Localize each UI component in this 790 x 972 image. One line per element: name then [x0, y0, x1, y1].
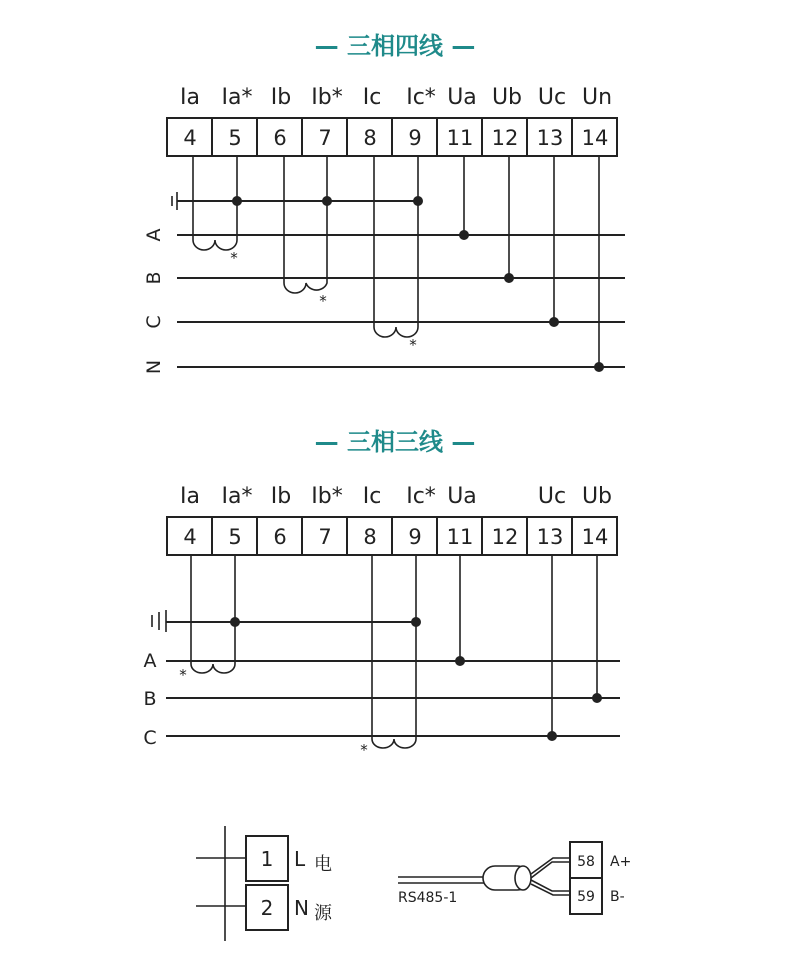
terminal-number: 13 — [536, 126, 564, 150]
diagram-title-3wire: — 三相三线 — — [314, 428, 476, 456]
terminal-number: 13 — [536, 525, 564, 549]
power-label-l: L — [294, 847, 306, 871]
junction-dot — [232, 196, 242, 206]
phase-label-c: C — [143, 315, 165, 329]
junction-dot — [504, 273, 514, 283]
header-ib: Ib — [270, 484, 292, 509]
diagram-title-4wire: — 三相四线 — — [314, 32, 476, 60]
header-ia: Ia — [180, 484, 200, 509]
header-ib: Ib — [270, 85, 292, 110]
terminal-number: 5 — [228, 525, 242, 549]
rs485-signal-b: B- — [610, 889, 625, 905]
terminal-number: 9 — [408, 126, 422, 150]
header-uc: Uc — [537, 85, 567, 110]
ct-a-winding — [191, 555, 235, 673]
terminal-number: 12 — [491, 126, 519, 150]
header-ua: Ua — [447, 85, 477, 110]
header-ib-star: Ib* — [311, 85, 343, 110]
terminal-number: 11 — [446, 525, 474, 549]
power-caption-char-2: 源 — [314, 903, 332, 924]
header-ic-star: Ic* — [406, 484, 436, 509]
terminal-number: 6 — [273, 126, 287, 150]
power-terminal-number: 1 — [260, 847, 274, 871]
terminal-number: 5 — [228, 126, 242, 150]
ground-icon — [172, 192, 177, 210]
power-label-n: N — [294, 896, 309, 920]
junction-dot — [411, 617, 421, 627]
phase-label-b: B — [143, 271, 165, 285]
rs485-wire-b — [531, 880, 570, 891]
power-supply-terminals — [196, 826, 333, 941]
junction-dot — [455, 656, 465, 666]
phase-label-b: B — [143, 688, 157, 710]
phase-label-c: C — [143, 727, 157, 749]
header-ub: Ub — [581, 484, 613, 509]
ct-c-winding — [374, 156, 418, 337]
rs485-label: RS485-1 — [398, 890, 458, 906]
three-phase-four-wire-diagram — [143, 32, 625, 374]
rs485-terminal-number: 58 — [577, 854, 595, 870]
ct-a-polarity-mark: * — [179, 666, 187, 684]
junction-dot — [549, 317, 559, 327]
header-ia-star: Ia* — [221, 85, 253, 110]
ct-b-winding — [284, 156, 327, 293]
power-terminal-number: 2 — [260, 896, 274, 920]
ct-c-polarity-mark: * — [409, 336, 417, 354]
junction-dot — [459, 230, 469, 240]
terminal-number: 9 — [408, 525, 422, 549]
terminal-number: 14 — [581, 525, 609, 549]
three-phase-three-wire-diagram — [143, 428, 620, 759]
terminal-number: 8 — [363, 525, 377, 549]
terminal-number: 4 — [183, 525, 197, 549]
power-caption-char-1: 电 — [314, 854, 332, 875]
rs485-signal-a: A+ — [610, 854, 632, 870]
header-uc: Uc — [537, 484, 567, 509]
junction-dot — [592, 693, 602, 703]
junction-dot — [322, 196, 332, 206]
ct-c-polarity-mark: * — [360, 741, 368, 759]
header-ua: Ua — [447, 484, 477, 509]
junction-dot — [547, 731, 557, 741]
header-un: Un — [581, 85, 613, 110]
rs485-terminal-number: 59 — [577, 889, 595, 905]
header-ia-star: Ia* — [221, 484, 253, 509]
terminal-block-4wire — [167, 118, 617, 156]
terminal-number: 6 — [273, 525, 287, 549]
ct-c-winding — [372, 555, 416, 748]
terminal-number: 8 — [363, 126, 377, 150]
ct-b-polarity-mark: * — [319, 292, 327, 310]
header-ub: Ub — [491, 85, 523, 110]
header-ic-star: Ic* — [406, 85, 436, 110]
terminal-block-3wire — [167, 517, 617, 555]
ct-a-polarity-mark: * — [230, 249, 238, 267]
terminal-number: 14 — [581, 126, 609, 150]
rs485-wire-a — [531, 858, 570, 874]
header-ib-star: Ib* — [311, 484, 343, 509]
terminal-number: 12 — [491, 525, 519, 549]
terminal-number: 7 — [318, 126, 332, 150]
phase-label-n: N — [143, 359, 165, 375]
rs485-connection — [398, 842, 631, 914]
terminal-number: 11 — [446, 126, 474, 150]
phase-label-a: A — [143, 228, 165, 242]
terminal-number: 4 — [183, 126, 197, 150]
junction-dot — [413, 196, 423, 206]
rs485-cable-sleeve-end — [515, 866, 531, 890]
header-ic: Ic — [362, 85, 382, 110]
junction-dot — [594, 362, 604, 372]
terminal-number: 7 — [318, 525, 332, 549]
junction-dot — [230, 617, 240, 627]
header-ia: Ia — [180, 85, 200, 110]
header-ic: Ic — [362, 484, 382, 509]
phase-label-a: A — [143, 650, 157, 672]
ground-icon — [152, 610, 166, 632]
